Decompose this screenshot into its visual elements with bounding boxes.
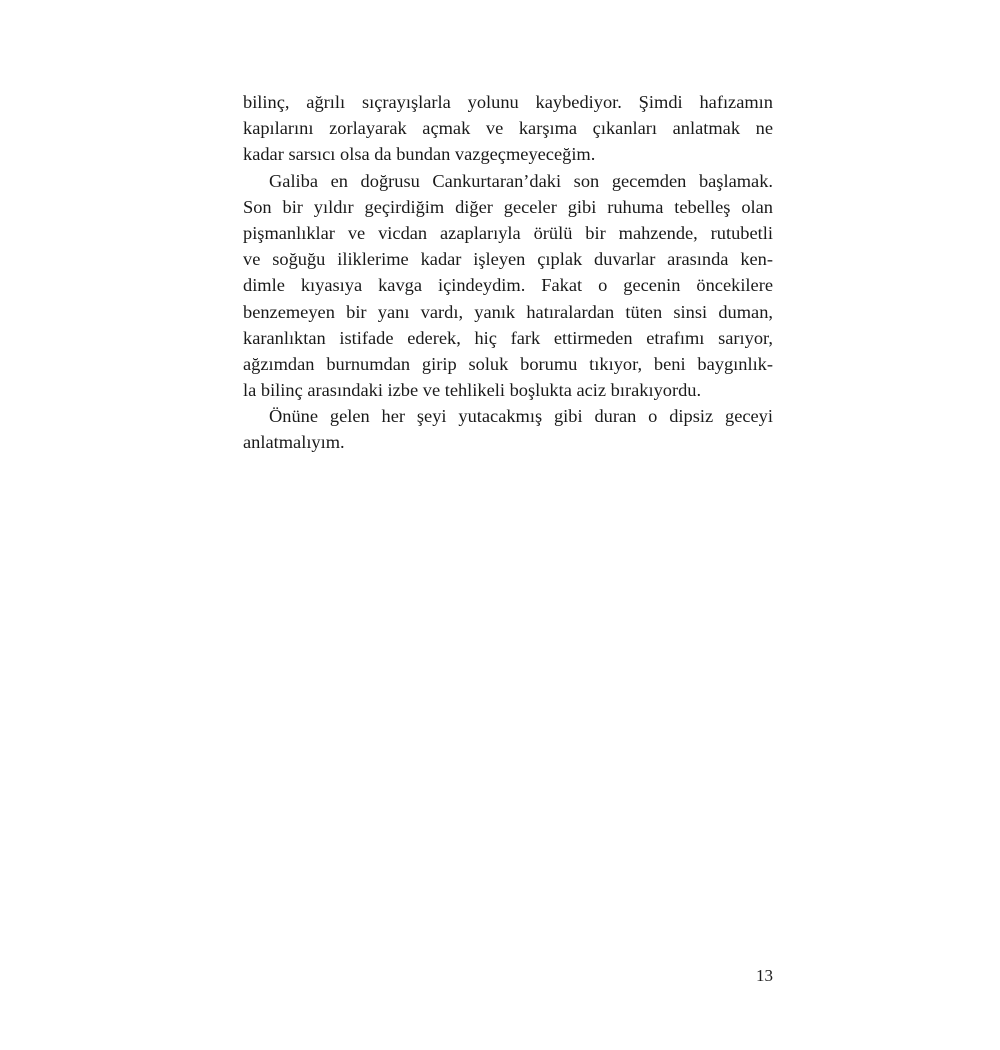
- text-line: Son bir yıldır geçirdiğim diğer geceler gibi ruhuma tebelleş olan: [243, 196, 773, 217]
- page-number: 13: [756, 966, 773, 985]
- text-line: bilinç, ağrılı sıçrayışlarla yolunu kaybediyor. Şimdi hafızamın: [243, 92, 773, 112]
- text-line: ve soğuğu iliklerime kadar işleyen çıplak duvarlar arasında ken-: [243, 249, 773, 270]
- text-line: anlatmalıyım.: [243, 432, 345, 453]
- text-line: pişmanlıklar ve vicdan azaplarıyla örülü bir mahzende, rutubetli: [243, 222, 773, 243]
- text-line: karanlıktan istifade ederek, hiç fark ettirmeden etrafımı sarıyor,: [243, 327, 773, 348]
- text-line: kapılarını zorlayarak açmak ve karşıma çıkanları anlatmak ne: [243, 118, 773, 139]
- text-line: Galiba en doğrusu Cankurtaran’daki son gecemden başlamak.: [269, 170, 773, 191]
- body-text: [243, 89, 773, 456]
- paragraph: [243, 89, 773, 168]
- paragraph: [243, 403, 773, 455]
- paragraph: [243, 168, 773, 404]
- text-line: ağzımdan burnumdan girip soluk borumu tıkıyor, beni baygınlık-: [243, 353, 773, 374]
- text-line: la bilinç arasındaki izbe ve tehlikeli boşlukta aciz bırakıyordu.: [243, 380, 702, 401]
- text-line: kadar sarsıcı olsa da bundan vazgeçmeyeceğim.: [243, 144, 596, 165]
- text-line: dimle kıyasıya kavga içindeydim. Fakat o gecenin öncekilere: [243, 275, 773, 296]
- text-line: benzemeyen bir yanı vardı, yanık hatıralardan tüten sinsi duman,: [243, 301, 773, 322]
- text-line: Önüne gelen her şeyi yutacakmış gibi duran o dipsiz geceyi: [269, 406, 773, 427]
